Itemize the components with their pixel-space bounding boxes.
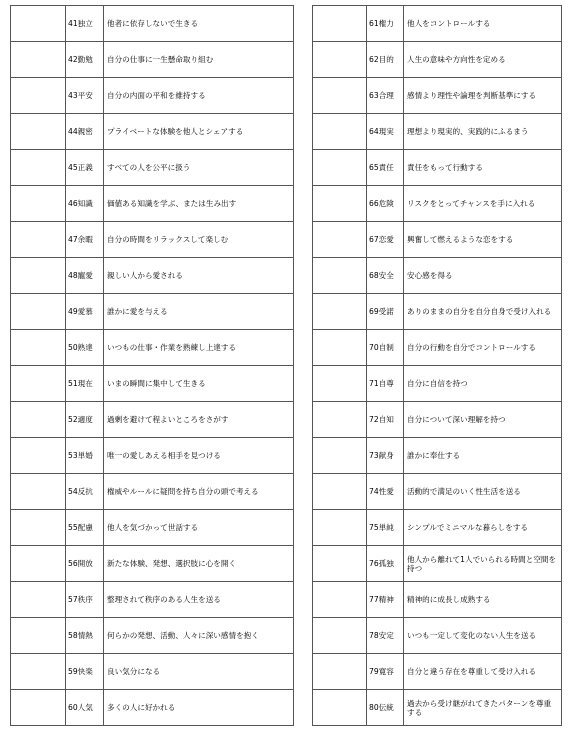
blank-cell [313,474,367,510]
table-row [11,150,294,186]
table-row [11,546,294,582]
blank-cell [313,6,367,42]
value-code: 70自制 [367,330,404,366]
table-row [11,474,294,510]
value-code: 67恋愛 [367,222,404,258]
value-description: 新たな体験、発想、選択肢に心を開く [104,546,294,582]
value-description: 責任をもって行動する [404,150,562,186]
value-description: 他人から離れて1人でいられる時間と空間を持つ [404,546,562,582]
value-description: いまの瞬間に集中して生きる [104,366,294,402]
value-code: 78安定 [367,618,404,654]
table-row [313,690,562,726]
value-description: 他者に依存しないで生きる [104,6,294,42]
table-row [11,654,294,690]
table-row [313,114,562,150]
value-description: いつも一定して変化のない人生を送る [404,618,562,654]
blank-cell [313,330,367,366]
value-description: 誰かに奉仕する [404,438,562,474]
value-description: 自分の時間をリラックスして楽しむ [104,222,294,258]
value-description: 良い気分になる [104,654,294,690]
blank-cell [11,330,66,366]
value-description: 何らかの発想、活動、人々に深い感情を抱く [104,618,294,654]
blank-cell [11,78,66,114]
blank-cell [11,618,66,654]
value-description: ありのままの自分を自分自身で受け入れる [404,294,562,330]
blank-cell [11,6,66,42]
blank-cell [11,690,66,726]
blank-cell [313,438,367,474]
value-code: 59快楽 [66,654,104,690]
blank-cell [313,222,367,258]
table-row [11,294,294,330]
value-code: 58情熱 [66,618,104,654]
value-description: 親しい人から愛される [104,258,294,294]
value-description: 精神的に成長し成熟する [404,582,562,618]
table-row [11,114,294,150]
value-description: 自分の内面の平和を維持する [104,78,294,114]
value-code: 66危険 [367,186,404,222]
blank-cell [313,582,367,618]
value-code: 74性愛 [367,474,404,510]
value-code: 49愛慕 [66,294,104,330]
table-row [313,402,562,438]
blank-cell [313,42,367,78]
table-row [313,654,562,690]
table-row [11,78,294,114]
value-description: 興奮して燃えるような恋をする [404,222,562,258]
blank-cell [313,78,367,114]
value-code: 57秩序 [66,582,104,618]
value-description: 過剰を避けて程よいところをさがす [104,402,294,438]
value-code: 52適度 [66,402,104,438]
value-code: 76孤独 [367,546,404,582]
value-description: 他人をコントロールする [404,6,562,42]
value-description: 他人を気づかって世話する [104,510,294,546]
value-description: 過去から受け継がれてきたパターンを尊重する [404,690,562,726]
table-row [313,438,562,474]
table-row [11,438,294,474]
table-row [313,258,562,294]
blank-cell [11,510,66,546]
value-description: 自分の行動を自分でコントロールする [404,330,562,366]
blank-cell [11,258,66,294]
blank-cell [313,150,367,186]
value-code: 46知識 [66,186,104,222]
value-description: プライベートな体験を他人とシェアする [104,114,294,150]
table-row [11,510,294,546]
blank-cell [11,366,66,402]
blank-cell [11,150,66,186]
value-code: 69受諾 [367,294,404,330]
blank-cell [313,114,367,150]
value-code: 60人気 [66,690,104,726]
value-description: 自分について深い理解を持つ [404,402,562,438]
blank-cell [11,654,66,690]
blank-cell [11,222,66,258]
value-code: 54反抗 [66,474,104,510]
value-code: 61権力 [367,6,404,42]
table-row [313,546,562,582]
blank-cell [313,258,367,294]
value-code: 47余暇 [66,222,104,258]
blank-cell [313,294,367,330]
values-table-right [312,5,562,726]
blank-cell [313,618,367,654]
value-description: 自分の仕事に一生懸命取り組む [104,42,294,78]
value-code: 68安全 [367,258,404,294]
value-code: 48寵愛 [66,258,104,294]
blank-cell [11,546,66,582]
values-table-left [10,5,294,726]
value-code: 44親密 [66,114,104,150]
table-row [313,6,562,42]
value-description: 整理されて秩序のある人生を送る [104,582,294,618]
value-description: 価値ある知識を学ぶ、または生み出す [104,186,294,222]
value-description: すべての人を公平に扱う [104,150,294,186]
value-code: 77精神 [367,582,404,618]
value-description: 唯一の愛しあえる相手を見つける [104,438,294,474]
value-code: 50熟達 [66,330,104,366]
table-row [313,582,562,618]
blank-cell [11,186,66,222]
blank-cell [313,402,367,438]
value-code: 79寛容 [367,654,404,690]
blank-cell [313,546,367,582]
blank-cell [11,402,66,438]
value-code: 51現在 [66,366,104,402]
value-description: 感情より理性や論理を判断基準にする [404,78,562,114]
value-description: 自分に自信を持つ [404,366,562,402]
blank-cell [11,294,66,330]
value-code: 64現実 [367,114,404,150]
table-row [313,294,562,330]
table-row [11,6,294,42]
value-description: 活動的で満足のいく性生活を送る [404,474,562,510]
value-description: リスクをとってチャンスを手に入れる [404,186,562,222]
table-row [313,42,562,78]
value-code: 43平安 [66,78,104,114]
table-row [313,78,562,114]
value-code: 63合理 [367,78,404,114]
value-description: いつもの仕事・作業を熟練し上達する [104,330,294,366]
table-row [11,222,294,258]
table-row [313,222,562,258]
value-code: 65責任 [367,150,404,186]
value-code: 62目的 [367,42,404,78]
value-code: 73献身 [367,438,404,474]
blank-cell [313,654,367,690]
value-code: 45正義 [66,150,104,186]
table-row [11,618,294,654]
table-row [313,618,562,654]
value-code: 56開放 [66,546,104,582]
blank-cell [313,510,367,546]
value-description: 多くの人に好かれる [104,690,294,726]
blank-cell [11,42,66,78]
blank-cell [11,474,66,510]
table-row [313,186,562,222]
value-code: 75単純 [367,510,404,546]
blank-cell [313,366,367,402]
value-code: 41独立 [66,6,104,42]
column-gap [294,5,312,728]
blank-cell [313,186,367,222]
value-description: 人生の意味や方向性を定める [404,42,562,78]
table-row [11,186,294,222]
value-code: 80伝統 [367,690,404,726]
table-row [313,366,562,402]
value-code: 53単婚 [66,438,104,474]
table-row [11,258,294,294]
value-description: 安心感を得る [404,258,562,294]
value-description: 誰かに愛を与える [104,294,294,330]
value-code: 71自尊 [367,366,404,402]
table-row [11,402,294,438]
value-description: 理想より現実的、実践的にふるまう [404,114,562,150]
blank-cell [11,114,66,150]
blank-cell [11,582,66,618]
blank-cell [313,690,367,726]
table-row [313,510,562,546]
table-row [11,582,294,618]
table-row [313,150,562,186]
table-row [11,366,294,402]
table-row [313,330,562,366]
table-row [313,474,562,510]
value-code: 55配慮 [66,510,104,546]
table-row [11,330,294,366]
table-row [11,42,294,78]
table-row [11,690,294,726]
value-description: 自分と違う存在を尊重して受け入れる [404,654,562,690]
value-code: 42勤勉 [66,42,104,78]
value-description: シンプルでミニマルな暮らしをする [404,510,562,546]
value-code: 72自知 [367,402,404,438]
value-description: 権威やルールに疑問を持ち自分の頭で考える [104,474,294,510]
blank-cell [11,438,66,474]
